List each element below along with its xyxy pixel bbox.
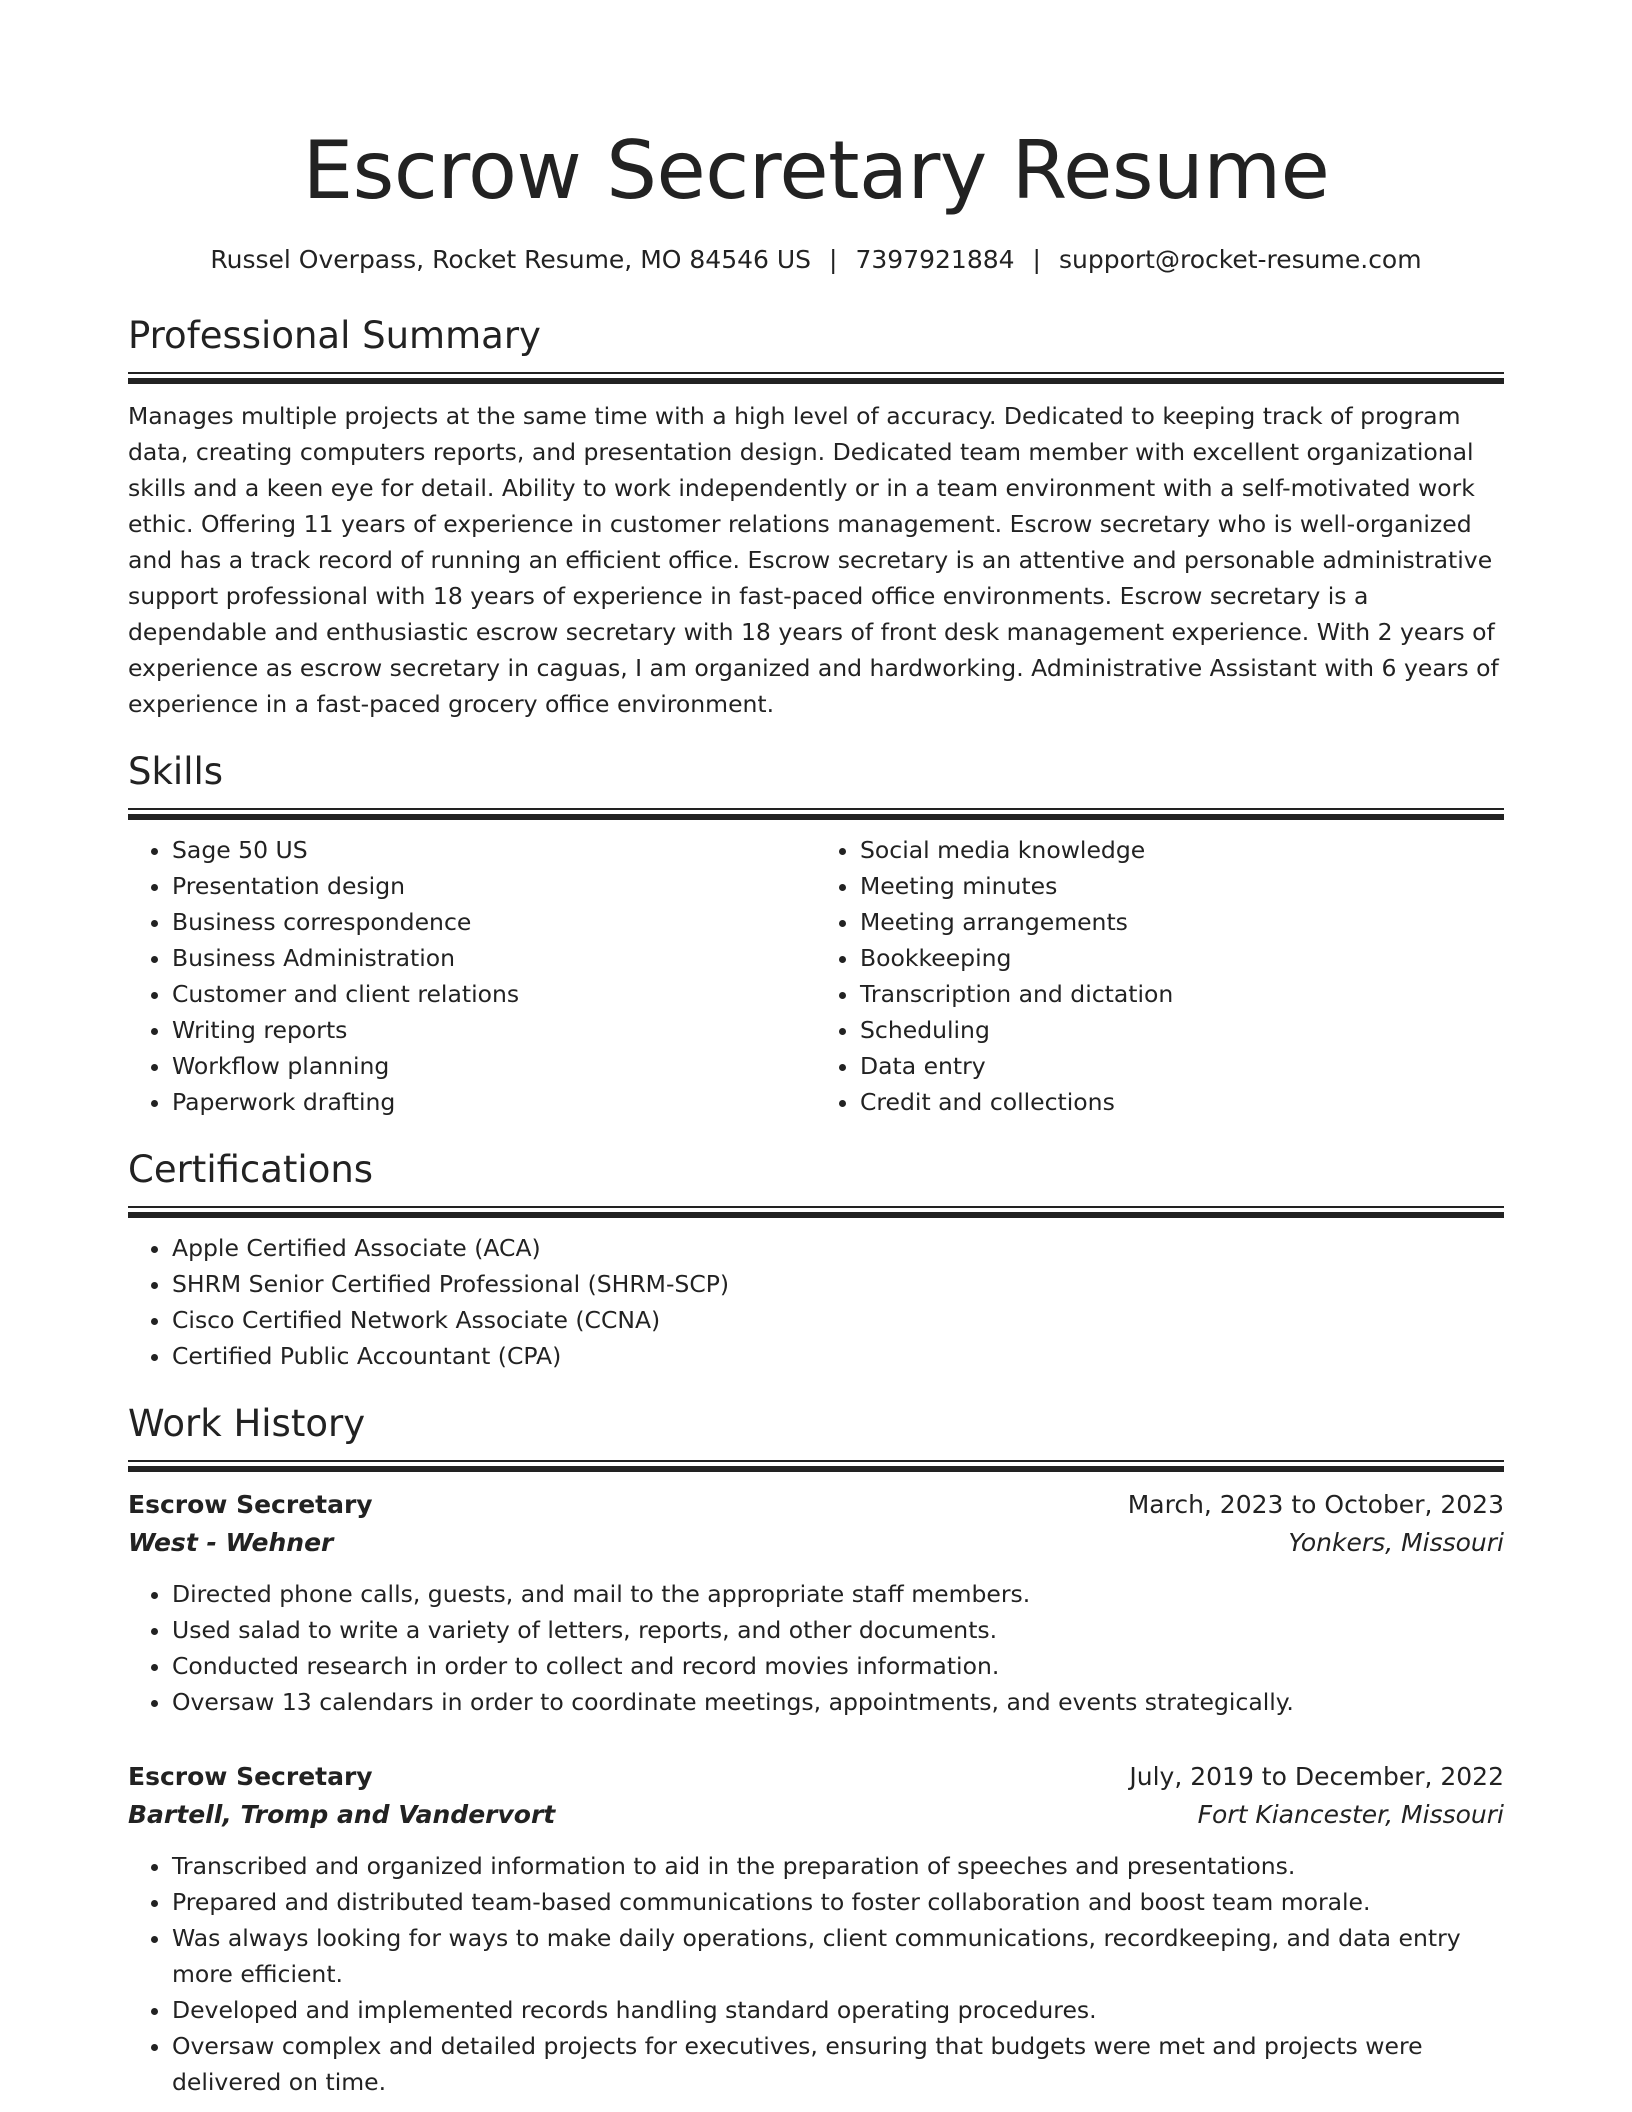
certifications-list [128,1230,1504,1374]
section-divider [128,808,1504,820]
skill-item: • Sage 50 US [172,832,816,868]
skill-item: • Customer and client relations [172,976,816,1012]
job-bullet: • Transcribed and organized information to aid in the preparation of speeches and presentations. [172,1848,1504,1884]
certification-item: • Certified Public Accountant (CPA) [172,1338,1504,1374]
job-company: West - Wehner [128,1528,334,1557]
skill-item: • Scheduling [860,1012,1504,1048]
contact-phone: 7397921884 [855,245,1015,274]
job-bullet: • Used salad to write a variety of letters, reports, and other documents. [172,1612,1504,1648]
job-location: Fort Kiancester, Missouri [1197,1800,1504,1829]
section-divider [128,372,1504,384]
job-bullet: • Conducted research in order to collect and record movies information. [172,1648,1504,1684]
job-company: Bartell, Tromp and Vandervort [128,1800,556,1829]
job-bullet: • Oversaw 13 calendars in order to coordinate meetings, appointments, and events strategically. [172,1684,1504,1720]
contact-line [128,242,1504,278]
skills-heading: Skills [128,750,224,793]
job-bullet: • Directed phone calls, guests, and mail to the appropriate staff members. [172,1576,1504,1612]
skills-columns [128,820,1504,1120]
resume-title: Escrow Secretary Resume [302,124,1330,217]
skill-item: • Business correspondence [172,904,816,940]
job-header-row [128,1486,1504,1524]
certifications-section [128,1146,1504,1374]
job-entry [128,1486,1504,1720]
job-dates: July, 2019 to December, 2022 [1129,1762,1504,1791]
job-bullet: • Was always looking for ways to make daily operations, client communications, recordkeeping, and data entry more efficient. [172,1920,1504,1992]
contact-address: Russel Overpass, Rocket Resume, MO 84546 US [210,245,812,274]
skill-item: • Workflow planning [172,1048,816,1084]
job-header-row [128,1758,1504,1796]
section-divider [128,1460,1504,1472]
skill-item: • Social media knowledge [860,832,1504,868]
job-title: Escrow Secretary [128,1490,373,1519]
work-history-section [128,1400,1504,2100]
job-bullet: • Developed and implemented records handling standard operating procedures. [172,1992,1504,2028]
job-title: Escrow Secretary [128,1762,373,1791]
skill-item: • Meeting minutes [860,868,1504,904]
skill-item: • Presentation design [172,868,816,904]
certifications-heading: Certifications [128,1148,374,1191]
work-history-heading: Work History [128,1402,366,1445]
job-company-row [128,1524,1504,1562]
summary-heading: Professional Summary [128,314,541,357]
skill-item: • Business Administration [172,940,816,976]
contact-separator: | [1032,245,1041,274]
section-divider [128,1206,1504,1218]
skill-item: • Data entry [860,1048,1504,1084]
skill-item: • Transcription and dictation [860,976,1504,1012]
job-dates: March, 2023 to October, 2023 [1127,1490,1504,1519]
job-company-row [128,1796,1504,1834]
job-location: Yonkers, Missouri [1288,1528,1504,1557]
skills-section [128,748,1504,1120]
skill-item: • Bookkeeping [860,940,1504,976]
job-bullets [128,1576,1504,1720]
job-bullets [128,1848,1504,2100]
summary-text: Manages multiple projects at the same time with a high level of accuracy. Dedicated to keeping track of program data, creating computers reports, and presentation design. Dedicated team member with excellent organizational skills and a keen eye for detail. Ability to work independently or in a team environment with a self-motivated work ethic. Offering 11 years of experience in customer relations management. Escrow secretary who is well-organized and has a track record of running an efficient office. Escrow secretary is an attentive and personable administrative support professional with 18 years of experience in fast-paced office environments. Escrow secretary is a dependable and enthusiastic escrow secretary with 18 years of front desk management experience. With 2 years of experience as escrow secretary in caguas, I am organized and hardworking. Administrative Assistant with 6 years of experience in a fast-paced grocery office environment. [128,402,1499,718]
certification-item: • Cisco Certified Network Associate (CCNA) [172,1302,1504,1338]
skill-item: • Credit and collections [860,1084,1504,1120]
job-bullet: • Oversaw complex and detailed projects for executives, ensuring that budgets were met and projects were delivered on time. [172,2028,1504,2100]
certification-item: • SHRM Senior Certified Professional (SHRM-SCP) [172,1266,1504,1302]
skill-item: • Meeting arrangements [860,904,1504,940]
summary-section [128,312,1504,722]
skills-list-right [816,832,1504,1120]
skills-list-left [128,832,816,1120]
skill-item: • Paperwork drafting [172,1084,816,1120]
skill-item: • Writing reports [172,1012,816,1048]
job-bullet: • Prepared and distributed team-based communications to foster collaboration and boost team morale. [172,1884,1504,1920]
contact-email: support@rocket-resume.com [1058,245,1422,274]
certification-item: • Apple Certified Associate (ACA) [172,1230,1504,1266]
job-entry [128,1758,1504,2100]
contact-separator: | [829,245,838,274]
